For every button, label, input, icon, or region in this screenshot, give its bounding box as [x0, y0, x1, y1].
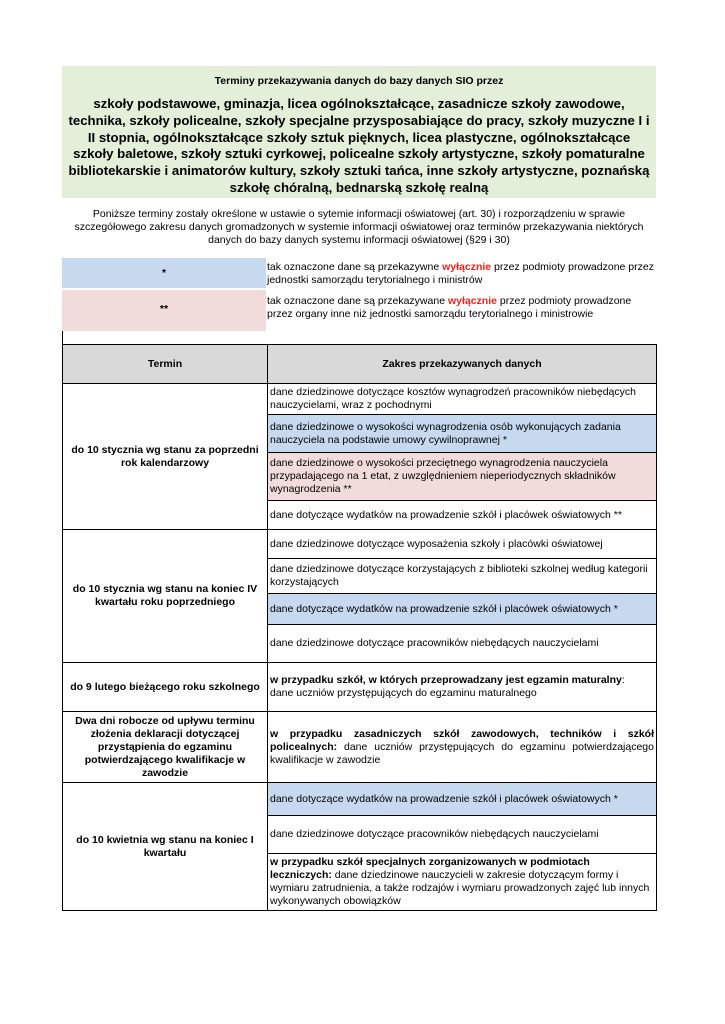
scope-cell: dane dziedzinowe dotyczące pracowników niebędących nauczycielami [268, 816, 657, 854]
legend-double-star [62, 290, 656, 331]
table-row [63, 663, 657, 712]
scope-cell: dane dziedzinowe o wysokości wynagrodzenia osób wykonujących zadania nauczyciela na podstawie umowy cywilnoprawnej * [268, 415, 657, 453]
intro-paragraph: Poniższe terminy zostały określone w ustawie o sytemie informacji oświatowej (art. 30) i rozporządzeniu w sprawie szczegółowego zakresu danych gromadzonych w systemie informacji oświatowej oraz terminów przekazywania niektórych danych do bazy danych systemu informacji oświatowej (§29 i 30) [74, 208, 644, 246]
scope-cell: dane dziedzinowe dotyczące kosztów wynagrodzeń pracowników niebędących nauczycielami, wraz z pochodnymi [268, 384, 657, 415]
schedule-table [62, 344, 657, 911]
legend-highlight-double: wyłącznie [447, 295, 497, 307]
legend-text-single: tak oznaczone dane są przekazywne wyłącznie przez podmioty prowadzone przez jednostki samorządu terytorialnego i ministrów [267, 261, 654, 286]
table-row [63, 530, 657, 559]
table-header-row [63, 345, 657, 384]
scope-cell: dane dziedzinowe o wysokości przeciętnego wynagrodzenia nauczyciela przypadającego na 1 etat, z uwzględnieniem nieperiodycznych składników wynagrodzenia ** [268, 453, 657, 501]
legend-mark-single: * [62, 258, 266, 288]
header-term: Termin [63, 345, 268, 384]
table-row [63, 712, 657, 783]
header-scope: Zakres przekazywanych danych [268, 345, 657, 384]
scope-cell: w przypadku szkół specjalnych zorganizowanych w podmiotach leczniczych: dane dziedzinowe nauczycieli w zakresie dotyczącym formy i wymiaru zatrudnienia, a także rodzajów i wymiaru prowadzonych zajęć lub innych wykonywanych obowiązków [268, 854, 657, 911]
scope-cell: dane dziedzinowe dotyczące pracowników niebędących nauczycielami [268, 625, 657, 663]
scope-cell: dane dotyczące wydatków na prowadzenie szkół i placówek oświatowych ** [268, 501, 657, 530]
legend-text-double: tak oznaczone dane są przekazywane wyłącznie przez podmioty prowadzone przez organy inne niż jednostki samorządu terytorialnego i ministrowie [267, 295, 632, 320]
term-cell: do 10 stycznia wg stanu na koniec IV kwartału roku poprzedniego [63, 530, 268, 663]
term-cell: Dwa dni robocze od upływu terminu złożenia deklaracji dotyczącej przystąpienia do egzaminu potwierdzającego kwalifikacje w zawodzie [63, 712, 268, 783]
document-header [62, 66, 656, 198]
scope-cell: w przypadku szkół, w których przeprowadzany jest egzamin maturalny: dane uczniów przystępujących do egzaminu maturalnego [268, 663, 657, 712]
scope-cell: w przypadku zasadniczych szkół zawodowych, techników i szkół policealnych: dane uczniów przystępujących do egzaminu potwierdzającego kwalifikacje w zawodzie [268, 712, 657, 783]
scope-cell: dane dotyczące wydatków na prowadzenie szkół i placówek oświatowych * [268, 783, 657, 816]
table-row [63, 384, 657, 415]
term-cell: do 10 stycznia wg stanu za poprzedni rok kalendarzowy [63, 384, 268, 530]
header-school-types: szkoły podstawowe, gminazja, licea ogólnokształcące, zasadnicze szkoły zawodowe, technika, szkoły policealne, szkoły specjalne przysposabiające do pracy, szkoły muzyczne I i II stopnia, ogólnokształcące szkoły sztuk pięknych, licea plastyczne, ogólnokształcące szkoły baletowe, szkoły sztuki cyrkowej, policealne szkoły artystyczne, szkoły pomaturalne bibliotekarskie i animatorów kultury, szkoły sztuki tańca, inne szkoły artystyczne, poznańską szkołę chóralną, bednarską szkołę realną [68, 96, 650, 195]
legend-single-star [62, 258, 656, 288]
term-cell: do 10 kwietnia wg stanu na koniec I kwartału [63, 783, 268, 911]
term-cell: do 9 lutego bieżącego roku szkolnego [63, 663, 268, 712]
scope-cell: dane dziedzinowe dotyczące korzystających z biblioteki szkolnej według kategorii korzystających [268, 559, 657, 594]
table-row [63, 783, 657, 816]
table-left-rule [62, 331, 63, 344]
scope-cell: dane dotyczące wydatków na prowadzenie szkół i placówek oświatowych * [268, 594, 657, 625]
legend-highlight-single: wyłącznie [442, 261, 492, 273]
legend-mark-double: ** [62, 290, 266, 331]
scope-cell: dane dziedzinowe dotyczące wyposażenia szkoły i placówki oświatowej [268, 530, 657, 559]
header-subtitle: Terminy przekazywania danych do bazy danych SIO przez [214, 75, 504, 87]
